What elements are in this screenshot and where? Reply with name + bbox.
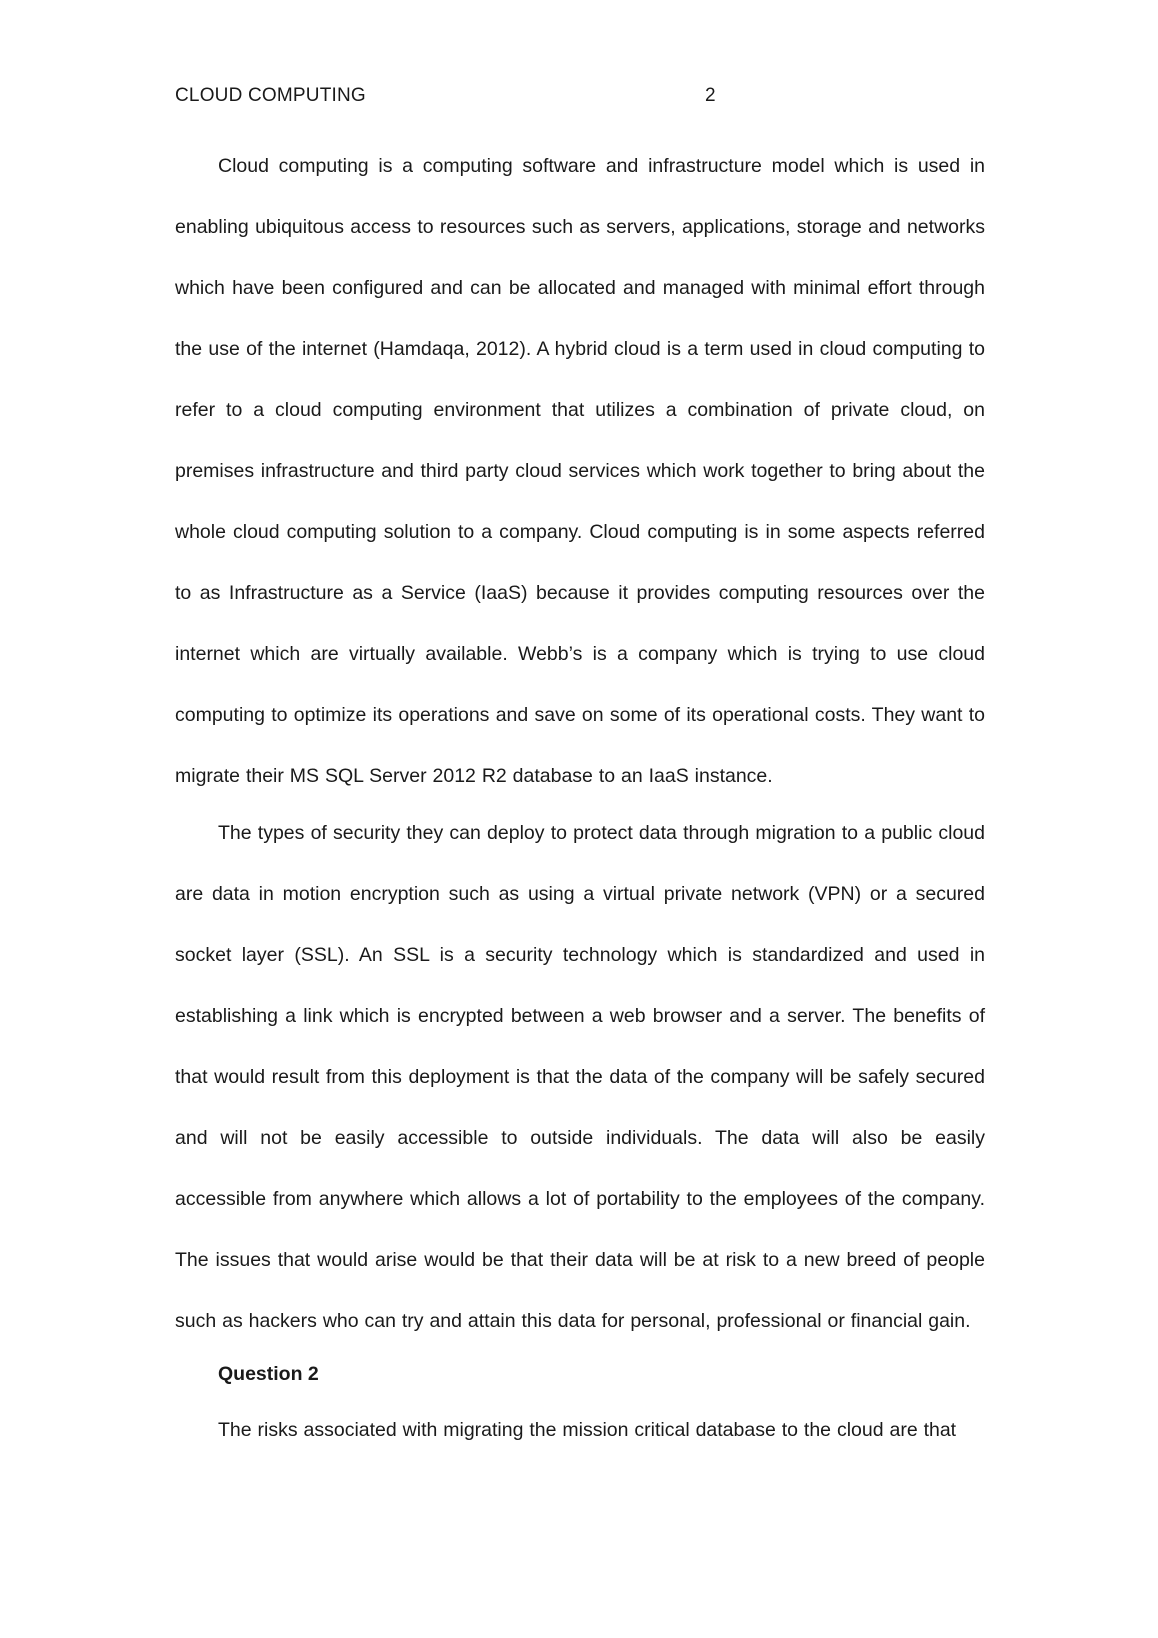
heading-question-2: Question 2	[218, 1363, 319, 1385]
page-header	[175, 84, 985, 108]
document-body	[175, 136, 985, 1461]
running-head: CLOUD COMPUTING	[175, 85, 366, 106]
page-number: 2	[705, 85, 716, 106]
paragraph-risks: The risks associated with migrating the mission critical database to the cloud are that	[218, 1419, 957, 1441]
paragraph-intro: Cloud computing is a computing software and infrastructure model which is used in enabling ubiquitous access to resources such as servers, applications, storage and networks which have been configured and can be allocated and managed with minimal effort through the use of the internet (Hamdaqa, 2012). A hybrid cloud is a term used in cloud computing to refer to a cloud computing environment that utilizes a combination of private cloud, on premises infrastructure and third party cloud services which work together to bring about the whole cloud computing solution to a company. Cloud computing is in some aspects referred to as Infrastructure as a Service (IaaS) because it provides computing resources over the internet which are virtually available. Webb’s is a company which is trying to use cloud computing to optimize its operations and save on some of its operational costs. They want to migrate their MS SQL Server 2012 R2 database to an IaaS instance.	[175, 155, 985, 787]
paragraph-security: The types of security they can deploy to protect data through migration to a public cloud are data in motion encryption such as using a virtual private network (VPN) or a secured socket layer (SSL). An SSL is a security technology which is standardized and used in establishing a link which is encrypted between a web browser and a server. The benefits of that would result from this deployment is that the data of the company will be safely secured and will not be easily accessible to outside individuals. The data will also be easily accessible from anywhere which allows a lot of portability to the employees of the company. The issues that would arise would be that their data will be at risk to a new breed of people such as hackers who can try and attain this data for personal, professional or financial gain.	[175, 822, 985, 1332]
